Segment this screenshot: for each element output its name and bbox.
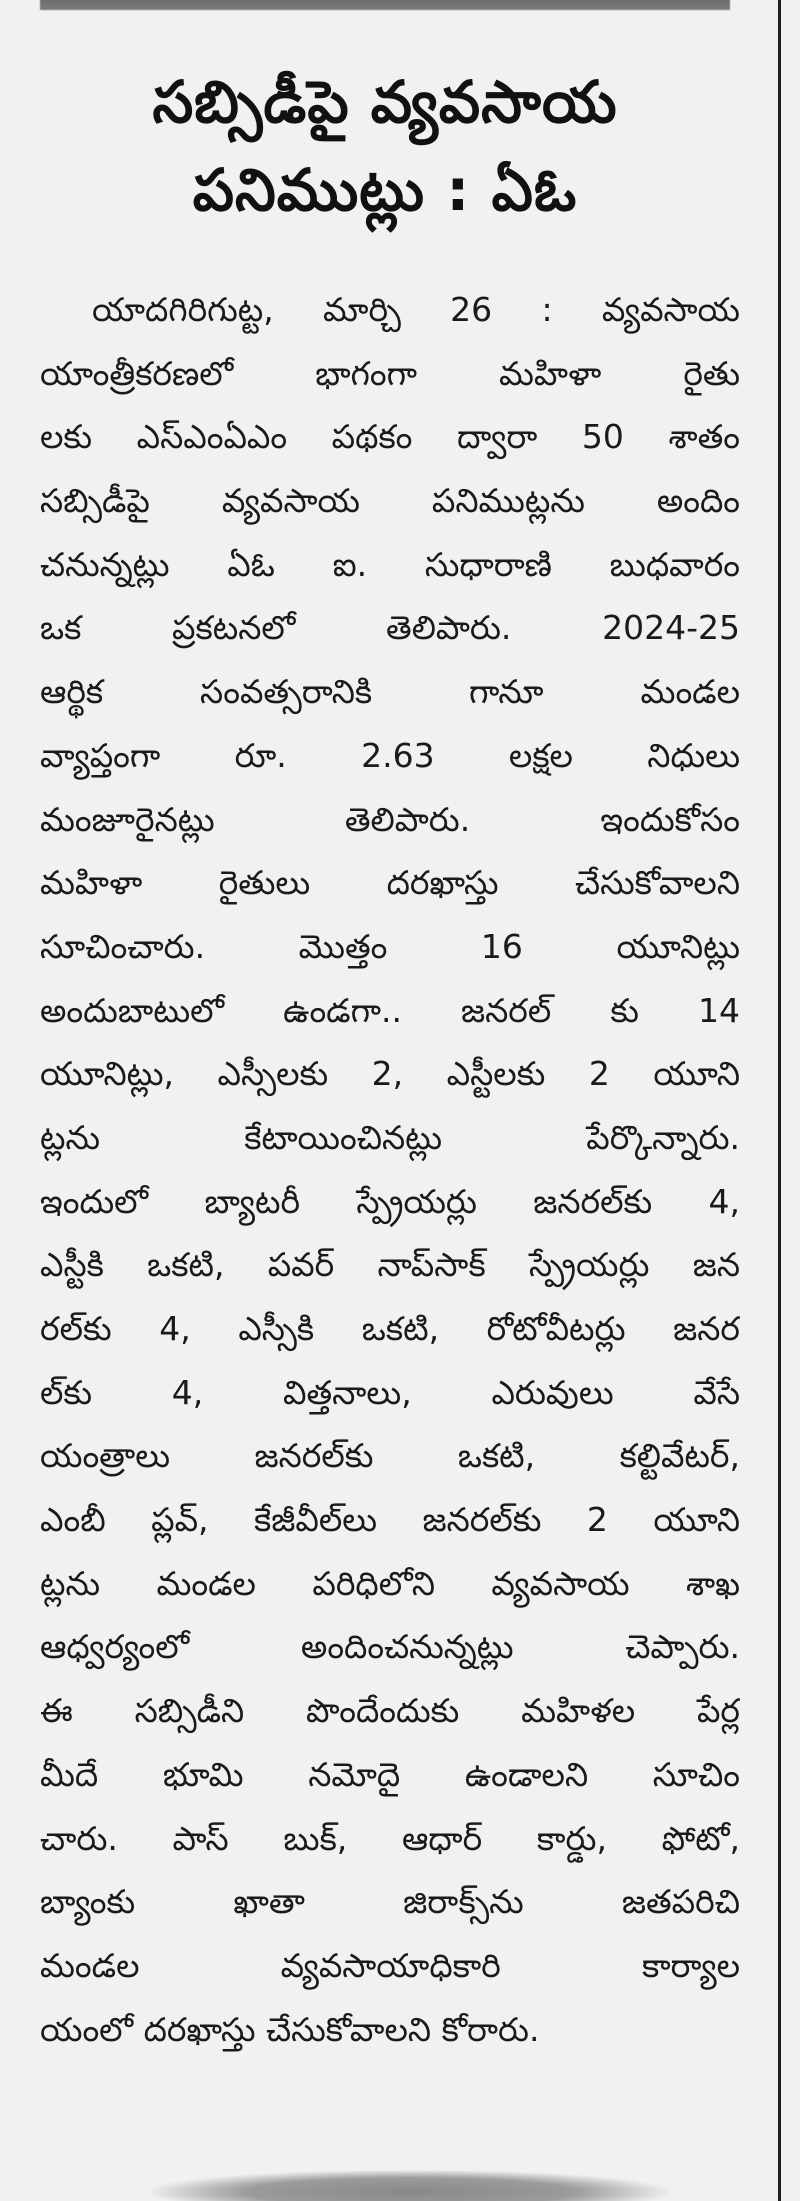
article-line: వ్యాప్తంగా రూ. 2.63 లక్షల నిధులు <box>40 735 740 775</box>
article-line: ల్‌కు 4, విత్తనాలు, ఎరువులు వేసే <box>40 1372 740 1412</box>
article-line: ఎస్టీకి ఒకటి, పవర్ నాప్‌సాక్ స్ప్రేయర్లు జన <box>40 1245 740 1285</box>
article-line: లకు ఎస్ఎంఏఎం పథకం ద్వారా 50 శాతం <box>40 417 740 457</box>
article-line: మంజూరైనట్లు తెలిపారు. ఇందుకోసం <box>40 799 740 839</box>
article-line: అందుబాటులో ఉండగా.. జనరల్ కు 14 <box>40 990 740 1030</box>
article-line: ఎంబీ ప్లవ్, కేజీవీల్‌లు జనరల్‌కు 2 యూని <box>40 1500 740 1540</box>
article-line: ఆధ్వర్యంలో అందించనున్నట్లు చెప్పారు. <box>40 1627 740 1667</box>
article-line: సూచించారు. మొత్తం 16 యూనిట్లు <box>40 926 740 966</box>
article-line: చారు. పాస్ బుక్, ఆధార్ కార్డు, ఫోటో, <box>40 1818 740 1858</box>
article-body <box>40 278 740 2061</box>
article-line: సబ్సిడీపై వ్యవసాయ పనిముట్లను అందిం <box>40 481 740 521</box>
headline <box>0 58 770 234</box>
article-line: యంత్రాలు జనరల్‌కు ఒకటి, కల్టివేటర్, <box>40 1436 740 1476</box>
article-line: యాంత్రీకరణలో భాగంగా మహిళా రైతు <box>40 353 740 393</box>
headline-line-1: సబ్సిడీపై వ్యవసాయ <box>152 68 618 136</box>
article-line: మండల వ్యవసాయాధికారి కార్యాల <box>40 1945 740 1985</box>
article-line: మీదే భూమి నమోదై ఉండాలని సూచిం <box>40 1754 740 1794</box>
column-rule <box>778 0 781 2201</box>
article-line: యాదగిరిగుట్ట, మార్చి 26 : వ్యవసాయ <box>92 290 740 329</box>
next-article-fragment <box>150 2170 670 2201</box>
article-line: బ్యాంకు ఖాతా జిరాక్స్‌ను జతపరిచి <box>40 1882 740 1922</box>
article-line: ట్లను కేటాయించినట్లు పేర్కొన్నారు. <box>40 1117 740 1157</box>
article-line: ఈ సబ్సిడీని పొందేందుకు మహిళల పేర్ల <box>40 1691 740 1731</box>
article-line: ట్లను మండల పరిధిలోని వ్యవసాయ శాఖ <box>40 1563 740 1603</box>
article-line: మహిళా రైతులు దరఖాస్తు చేసుకోవాలని <box>40 863 740 903</box>
article-line: ఆర్థిక సంవత్సరానికి గానూ మండల <box>40 672 740 712</box>
article-line: రల్‌కు 4, ఎస్సీకి ఒకటి, రోటోవీటర్లు జనర <box>40 1309 740 1348</box>
article-line: యంలో దరఖాస్తు చేసుకోవాలని కోరారు. <box>40 2009 540 2049</box>
article-line: ఇందులో బ్యాటరీ స్ప్రేయర్లు జనరల్‌కు 4, <box>40 1181 740 1221</box>
article-line: చనున్నట్లు ఏఓ ఐ. సుధారాణి బుధవారం <box>40 544 740 584</box>
previous-article-fragment <box>40 0 730 10</box>
article-line: యూనిట్లు, ఎస్సీలకు 2, ఎస్టీలకు 2 యూని <box>40 1054 740 1094</box>
headline-line-2: పనిముట్లు : ఏఓ <box>192 156 578 224</box>
article-line: ఒక ప్రకటనలో తెలిపారు. 2024-25 <box>40 608 740 648</box>
